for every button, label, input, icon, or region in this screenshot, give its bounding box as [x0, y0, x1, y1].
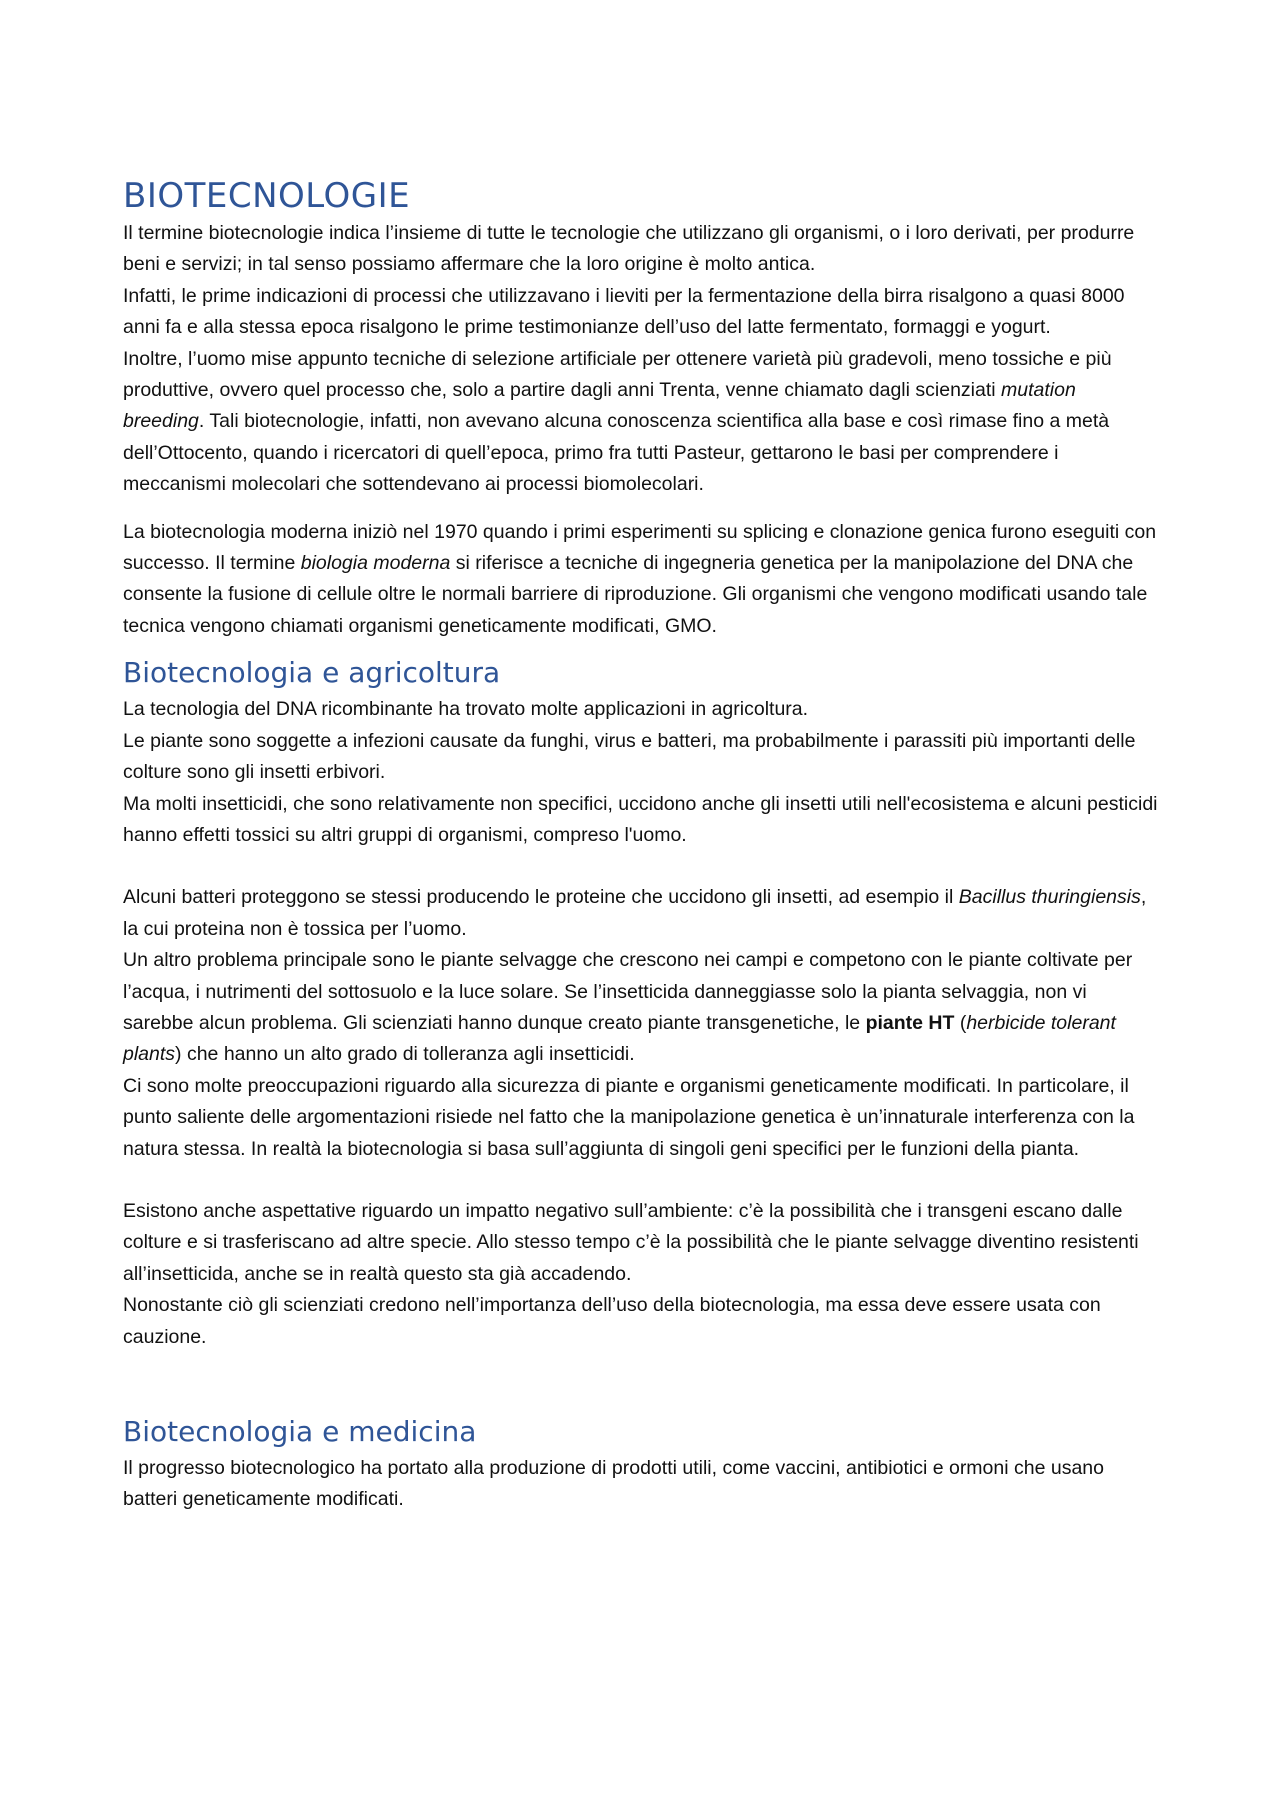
agri-paragraph-7: Esistono anche aspettative riguardo un impatto negativo sull’ambiente: c’è la possibilità che i transgeni escano dalle colture e si trasferiscano ad altre specie. Allo stesso tempo c’è la possibilità che le piante selvagge diventino resistenti all’insetticida, anche se in realtà questo sta già accadendo.: [123, 1199, 1139, 1285]
intro-p4-italic: biologia moderna: [300, 552, 451, 575]
agri-p5-bold: piante HT: [865, 1011, 955, 1034]
intro-p4-text-b: si riferisce a tecniche di ingegneria genetica per la manipolazione del DNA che consente la fusione di cellule oltre le normali barriere di riproduzione. Gli organismi che vengono modificati usando tale tecnica vengono chiamati organismi geneticamente modificati, GMO.: [123, 552, 1148, 637]
agri-paragraph-6: Ci sono molte preoccupazioni riguardo alla sicurezza di piante e organismi geneticamente modificati. In particolare, il punto saliente delle argomentazioni risiede nel fatto che la manipolazione genetica è un’innaturale interferenza con la natura stessa. In realtà la biotecnologia si basa sull’aggiunta di singoli geni specifici per le funzioni della pianta.: [123, 1074, 1135, 1160]
intro-p3-italic: mutation breeding: [123, 379, 1076, 433]
document-title: BIOTECNOLOGIE: [123, 176, 411, 216]
intro-p3-text-a: Inoltre, l’uomo mise appunto tecniche di selezione artificiale per ottenere varietà più gradevoli, meno tossiche e più produttive, ovvero quel processo che, solo a partire dagli anni Trenta, venne chiamato dagli scienziati: [123, 347, 1112, 402]
section-heading-medicine: Biotecnologia e medicina: [123, 1415, 477, 1448]
agri-p4-text-b: , la cui proteina non è tossica per l’uomo.: [123, 886, 1147, 940]
agri-paragraph-8: Nonostante ciò gli scienziati credono nell’importanza dell’uso della biotecnologia, ma essa deve essere usata con cauzione.: [123, 1294, 1101, 1348]
intro-p4-text-a: La biotecnologia moderna iniziò nel 1970 quando i primi esperimenti su splicing e clonazione genica furono eseguiti con successo. Il termine: [123, 520, 1157, 575]
agri-p5-text-b: (: [954, 1011, 967, 1034]
agri-paragraph-3: Ma molti insetticidi, che sono relativamente non specifici, uccidono anche gli insetti utili nell'ecosistema e alcuni pesticidi hanno effetti tossici su altri gruppi di organismi, compreso l'uomo.: [123, 792, 1158, 846]
intro-paragraph-4: [123, 517, 1162, 643]
intro-paragraph-1: Il termine biotecnologie indica l’insieme di tutte le tecnologie che utilizzano gli organismi, o i loro derivati, per produrre beni e servizi; in tal senso possiamo affermare che la loro origine è molto antica.: [123, 222, 1135, 276]
section-heading-agriculture: Biotecnologia e agricoltura: [123, 656, 501, 690]
agri-paragraph-4: [123, 882, 1162, 945]
agri-p5-text-c: ) che hanno un alto grado di tolleranza agli insetticidi.: [175, 1043, 635, 1066]
intro-p3-text-b: . Tali biotecnologie, infatti, non avevano alcuna conoscenza scientifica alla base e così rimase fino a metà dell’Ottocento, quando i ricercatori di quell’epoca, primo fra tutti Pasteur, gettarono le basi per comprendere i meccanismi molecolari che sottendevano ai processi biomolecolari.: [123, 410, 1110, 496]
agri-p4-text-a: Alcuni batteri proteggono se stessi producendo le proteine che uccidono gli insetti, ad esempio il: [123, 886, 959, 909]
intro-paragraph-3: [123, 344, 1162, 501]
agri-paragraph-2: Le piante sono soggette a infezioni causate da funghi, virus e batteri, ma probabilmente i parassiti più importanti delle colture sono gli insetti erbivori.: [123, 729, 1136, 784]
intro-paragraph-2: Infatti, le prime indicazioni di processi che utilizzavano i lieviti per la fermentazione della birra risalgono a quasi 8000 anni fa e alla stessa epoca risalgono le prime testimonianze dell’uso del latte fermentato, formaggi e yogurt.: [123, 284, 1125, 339]
agri-p5-text-a: Un altro problema principale sono le piante selvagge che crescono nei campi e competono con le piante coltivate per l’acqua, i nutrimenti del sottosuolo e la luce solare. Se l’insetticida danneggiasse solo la pianta selvaggia, non vi sarebbe alcun problema. Gli scienziati hanno dunque creato piante transgenetiche, le: [123, 949, 1133, 1034]
agri-paragraph-1: La tecnologia del DNA ricombinante ha trovato molte applicazioni in agricoltura.: [123, 698, 809, 721]
agri-paragraph-5: [123, 945, 1162, 1071]
med-paragraph-1: Il progresso biotecnologico ha portato alla produzione di prodotti utili, come vaccini, antibiotici e ormoni che usano batteri geneticamente modificati.: [123, 1457, 1104, 1511]
agri-p4-italic: Bacillus thuringiensis: [958, 886, 1141, 909]
agri-p5-italic: herbicide tolerant plants: [123, 1011, 1116, 1066]
